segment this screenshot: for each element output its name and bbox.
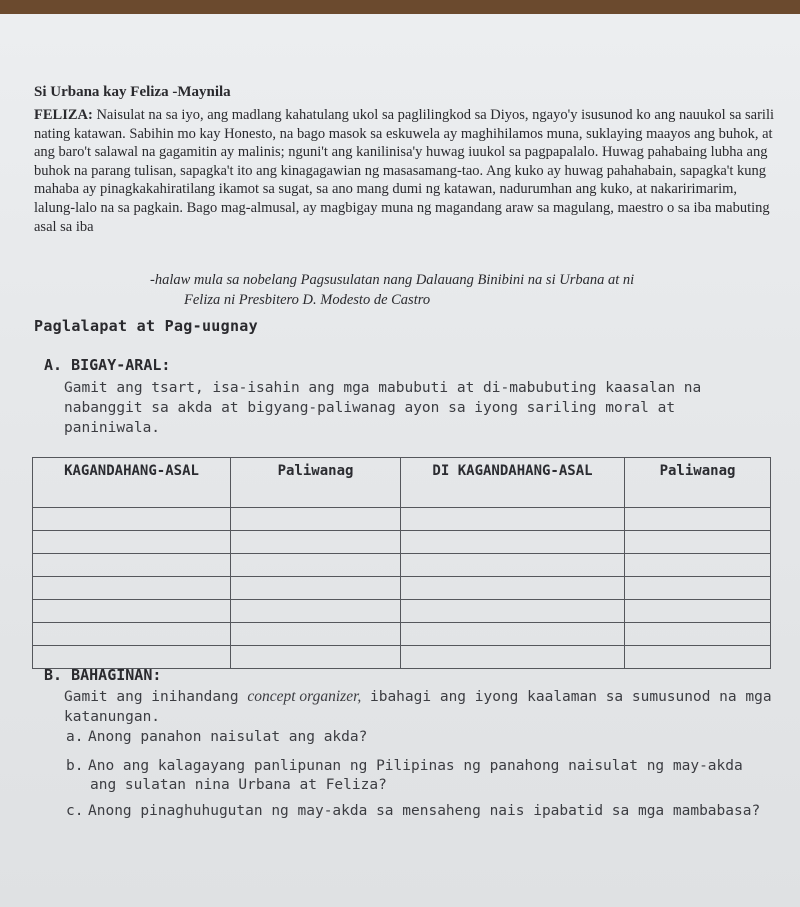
table-row	[33, 554, 771, 577]
table-cell[interactable]	[231, 531, 401, 554]
table-cell[interactable]	[401, 646, 625, 669]
question-text: Ano ang kalagayang panlipunan ng Pilipinas ng panahong naisulat ng may-akda ang sulatan nina Urbana at Feliza?	[88, 758, 743, 793]
part-b-instruction	[64, 687, 774, 727]
question-c	[66, 802, 770, 821]
table-row	[33, 531, 771, 554]
header-kagandahang-asal: KAGANDAHANG-ASAL	[33, 458, 231, 508]
header-paliwanag-1: Paliwanag	[231, 458, 401, 508]
table-cell[interactable]	[625, 600, 771, 623]
table-cell[interactable]	[231, 623, 401, 646]
table-cell[interactable]	[401, 508, 625, 531]
part-b-heading: B. BAHAGINAN:	[44, 666, 162, 684]
values-chart-table	[32, 457, 771, 669]
table-cell[interactable]	[625, 554, 771, 577]
part-a-instruction: Gamit ang tsart, isa-isahin ang mga mabubuti at di-mabubuting kaasalan na nabanggit sa akda at bigyang-paliwanag ayon sa iyong sariling moral at paniniwala.	[64, 380, 702, 436]
table-cell[interactable]	[33, 508, 231, 531]
table-cell[interactable]	[33, 531, 231, 554]
table-cell[interactable]	[401, 600, 625, 623]
header-paliwanag-2: Paliwanag	[625, 458, 771, 508]
question-number: a.	[66, 729, 84, 745]
question-number: c.	[66, 803, 84, 819]
table-cell[interactable]	[231, 577, 401, 600]
part-b-instruction-end: ibahagi ang iyong kaalaman sa sumusunod na mga katanungan.	[64, 689, 772, 725]
table-cell[interactable]	[401, 554, 625, 577]
citation-line-1: -halaw mula sa nobelang Pagsusulatan nang Dalauang Binibini na si Urbana at ni	[150, 272, 635, 288]
table-cell[interactable]	[231, 646, 401, 669]
question-text: Anong panahon naisulat ang akda?	[88, 729, 368, 745]
part-a-heading: A. BIGAY-ARAL:	[44, 356, 171, 374]
table-cell[interactable]	[33, 577, 231, 600]
table-row	[33, 600, 771, 623]
table-cell[interactable]	[33, 623, 231, 646]
header-di-kagandahang-asal: DI KAGANDAHANG-ASAL	[401, 458, 625, 508]
table-row	[33, 577, 771, 600]
citation	[150, 270, 784, 310]
table-cell[interactable]	[625, 623, 771, 646]
table-header-row	[33, 458, 771, 508]
table-cell[interactable]	[231, 508, 401, 531]
question-number: b.	[66, 758, 84, 774]
table-row	[33, 623, 771, 646]
worksheet-page	[0, 14, 800, 907]
table-cell[interactable]	[625, 646, 771, 669]
table-cell[interactable]	[625, 577, 771, 600]
letter-title: Si Urbana kay Feliza -Maynila	[34, 84, 231, 100]
table-cell[interactable]	[401, 531, 625, 554]
section-title: Paglalapat at Pag-uugnay	[34, 317, 258, 335]
table-row	[33, 508, 771, 531]
table-cell[interactable]	[401, 577, 625, 600]
table-cell[interactable]	[401, 623, 625, 646]
question-b	[66, 757, 770, 795]
table-cell[interactable]	[625, 531, 771, 554]
letter-body	[34, 106, 774, 236]
table-cell[interactable]	[33, 554, 231, 577]
table-cell[interactable]	[231, 554, 401, 577]
letter-text: Naisulat na sa iyo, ang madlang kahatulang ukol sa paglilingkod sa Diyos, ngayo'y isusunod ko ang nauukol sa sarili nating katawan. Sabihin mo kay Honesto, na bago masok sa eskuwela ay maghihilamos muna, suklaying maayos ang buhok, at ang baro't salawal na gagamitin ay malinis; nguni't ang kanilinisa'y huwag iuukol sa pagpapalalo. Huwag pahabaing lubha ang buhok na parang tulisan, sapagka't ito ang kinagagawian ng masasamang-tao. Ang kuko ay huwag pahahabain, sapagka't kung mahaba ay pinagkakahiratilang ikamot sa sugat, sa ano mang dumi ng katawan, nadurumhan ang kuko, at nakaririmarim, lalung-lalo na sa pagkain. Bago mag-almusal, ay magbigay muna ng magandang araw sa magulang, maestro o sa iba mabuting asal sa iba	[34, 107, 775, 235]
table-cell[interactable]	[625, 508, 771, 531]
citation-line-2: Feliza ni Presbitero D. Modesto de Castro	[184, 292, 431, 308]
part-b-instruction-emphasis: concept organizer,	[247, 688, 362, 705]
question-a	[66, 728, 770, 747]
table-cell[interactable]	[231, 600, 401, 623]
part-b-instruction-start: Gamit ang inihandang	[64, 689, 248, 705]
table-cell[interactable]	[33, 600, 231, 623]
letter-salutation: FELIZA:	[34, 107, 93, 123]
question-text: Anong pinaghuhugutan ng may-akda sa mensaheng nais ipabatid sa mga mambabasa?	[88, 803, 761, 819]
